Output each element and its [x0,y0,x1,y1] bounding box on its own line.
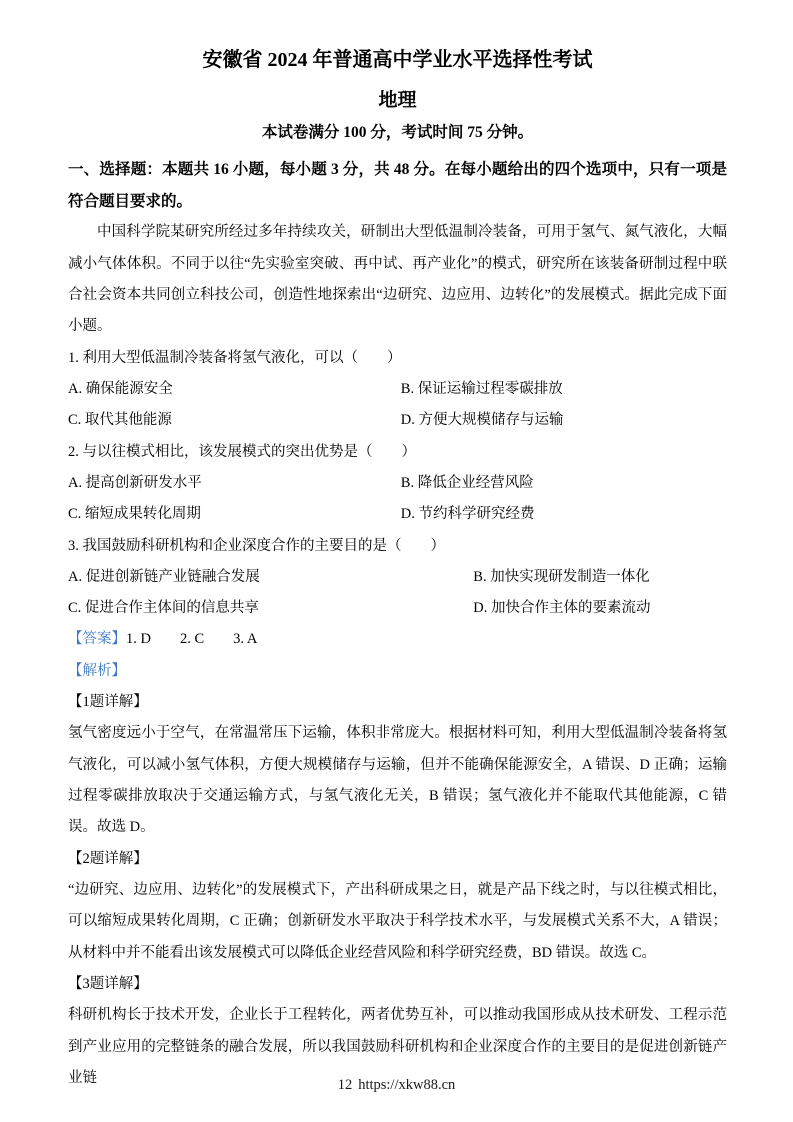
answer-values: 1. D 2. C 3. A [126,631,258,648]
question-1-stem: 1. 利用大型低温制冷装备将氢气液化，可以（ ） [68,349,402,366]
question-1-option-c: C. 取代其他能源 [68,412,172,429]
question-1-options [68,374,727,437]
page-footer [0,1077,793,1094]
answer-line [68,624,727,655]
question-2-options [68,468,727,531]
analysis-container [68,687,727,1094]
question-3-options [68,562,727,625]
question-3 [68,531,727,625]
question-1-option-d: D. 方便大规模储存与运输 [400,412,564,429]
question-2-option-b: B. 降低企业经营风险 [400,474,534,491]
question-1 [68,343,727,437]
question-2-stem: 2. 与以往模式相比，该发展模式的突出优势是（ ） [68,443,416,460]
section-header: 一、选择题：本题共 16 小题，每小题 3 分，共 48 分。在每小题给出的四个选项中，只有一项是符合题目要求的。 [68,160,727,210]
question-2-option-c: C. 缩短成果转化周期 [68,506,201,523]
question-1-option-a: A. 确保能源安全 [68,380,173,397]
reading-passage: 中国科学院某研究所经过多年持续攻关，研制出大型低温制冷装备，可用于氢气、氮气液化，大幅减小气体体积。不同于以往“先实验室突破、再中试、再产业化”的模式，研究所在该装备研制过程中联合社会资本共同创立科技公司，创造性地探索出“边研究、边应用、边转化”的发展模式。据此完成下面小题。 [68,224,727,335]
answer-label: 【答案】 [68,631,126,648]
exam-title: 安徽省 2024 年普通高中学业水平选择性考试 [202,49,593,71]
question-2 [68,437,727,531]
analysis-item-2 [68,844,727,969]
question-1-option-b: B. 保证运输过程零碳排放 [400,380,563,397]
question-3-option-c: C. 促进合作主体间的信息共享 [68,600,259,617]
footer-url: https://xkw88.cn [358,1077,456,1093]
analysis-heading-1: 【1题详解】 [68,694,148,711]
question-3-stem: 3. 我国鼓励科研机构和企业深度合作的主要目的是（ ） [68,537,445,554]
analysis-text-3: 科研机构长于技术开发，企业长于工程转化，两者优势互补，可以推动我国形成从技术研发、工程示范到产业应用的完整链条的融合发展，所以我国鼓励科研机构和企业深度合作的主要目的是促进创新链产业链 [68,1007,727,1086]
exam-info: 本试卷满分 100 分，考试时间 75 分钟。 [261,123,534,141]
analysis-item-1 [68,687,727,844]
page-number: 12 [337,1077,353,1093]
analysis-label: 【解析】 [68,662,126,679]
subject-title: 地理 [378,90,417,111]
question-2-option-d: D. 节约科学研究经费 [400,506,535,523]
analysis-item-3 [68,969,727,1094]
question-3-option-b: B. 加快实现研发制造一体化 [473,568,650,585]
analysis-heading-2: 【2题详解】 [68,850,148,867]
analysis-heading-3: 【3题详解】 [68,975,148,992]
question-3-option-a: A. 促进创新链产业链融合发展 [68,568,260,585]
question-2-option-a: A. 提高创新研发水平 [68,474,202,491]
analysis-text-2: “边研究、边应用、边转化”的发展模式下，产出科研成果之日，就是产品下线之时，与以往模式相比，可以缩短成果转化周期，C 正确；创新研发水平取决于科学技术水平，与发展模式关系不大，A 错误；从材料中并不能看出该发展模式可以降低企业经营风险和科学研究经费，BD 错误。故选 C。 [68,881,727,961]
analysis-text-1: 氢气密度远小于空气，在常温常压下运输，体积非常庞大。根据材料可知，利用大型低温制冷装备将氢气液化，可以减小氢气体积，方便大规模储存与运输，但并不能确保能源安全，A 错误、D 正确；运输过程零碳排放取决于交通运输方式，与氢气液化无关，B 错误；氢气液化并不能取代其他能源，C 错误。故选 D。 [68,725,727,836]
question-3-option-d: D. 加快合作主体的要素流动 [473,600,651,617]
